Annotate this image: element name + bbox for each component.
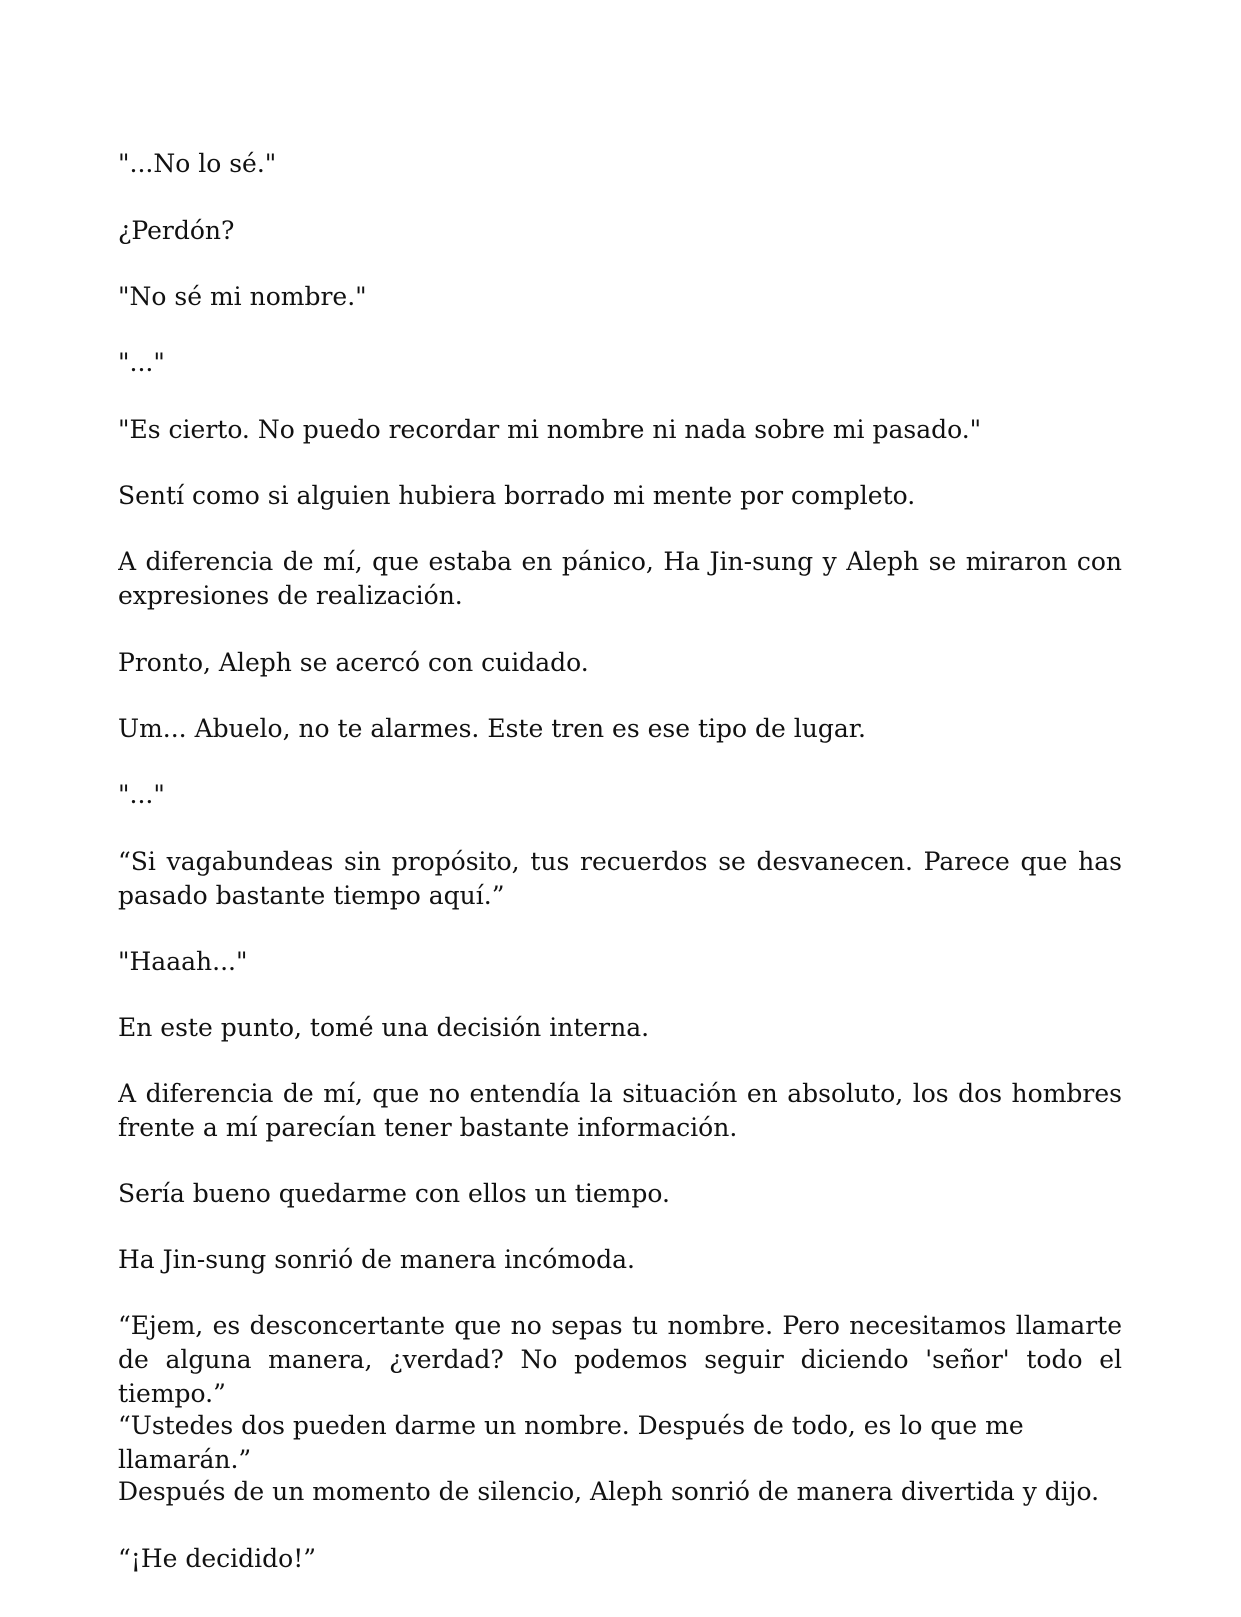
- document-page: [118, 0, 1122, 1617]
- paragraph-12: "Haaah...": [118, 947, 248, 976]
- paragraph-19: Después de un momento de silencio, Aleph sonrió de manera divertida y dijo.: [118, 1477, 1100, 1506]
- paragraph-15: Sería bueno quedarme con ellos un tiempo.: [118, 1179, 670, 1208]
- paragraph-3: "No sé mi nombre.": [118, 282, 367, 311]
- paragraph-13: En este punto, tomé una decisión interna.: [118, 1013, 650, 1042]
- paragraph-6: Sentí como si alguien hubiera borrado mi mente por completo.: [118, 481, 916, 510]
- paragraph-7: A diferencia de mí, que estaba en pánico, Ha Jin-sung y Aleph se miraron con expresiones de realización.: [118, 547, 1122, 610]
- paragraph-16: Ha Jin-sung sonrió de manera incómoda.: [118, 1245, 635, 1274]
- paragraph-11: “Si vagabundeas sin propósito, tus recuerdos se desvanecen. Parece que has pasado bastante tiempo aquí.”: [118, 847, 1122, 910]
- paragraph-20: “¡He decidido!”: [118, 1544, 317, 1573]
- paragraph-2: ¿Perdón?: [118, 216, 235, 245]
- paragraph-5: "Es cierto. No puedo recordar mi nombre ni nada sobre mi pasado.": [118, 415, 982, 444]
- paragraph-4: "...": [118, 348, 165, 377]
- paragraph-8: Pronto, Aleph se acercó con cuidado.: [118, 648, 589, 677]
- paragraph-17: “Ejem, es desconcertante que no sepas tu nombre. Pero necesitamos llamarte de alguna manera, ¿verdad? No podemos seguir diciendo 'señor' todo el tiempo.”: [118, 1311, 1122, 1408]
- paragraph-14: A diferencia de mí, que no entendía la situación en absoluto, los dos hombres frente a mí parecían tener bastante información.: [118, 1079, 1122, 1142]
- paragraph-1: "...No lo sé.": [118, 149, 277, 178]
- paragraph-10: "...": [118, 780, 165, 809]
- paragraph-9: Um... Abuelo, no te alarmes. Este tren es ese tipo de lugar.: [118, 714, 866, 743]
- paragraph-18: “Ustedes dos pueden darme un nombre. Después de todo, es lo que me llamarán.”: [118, 1411, 1024, 1474]
